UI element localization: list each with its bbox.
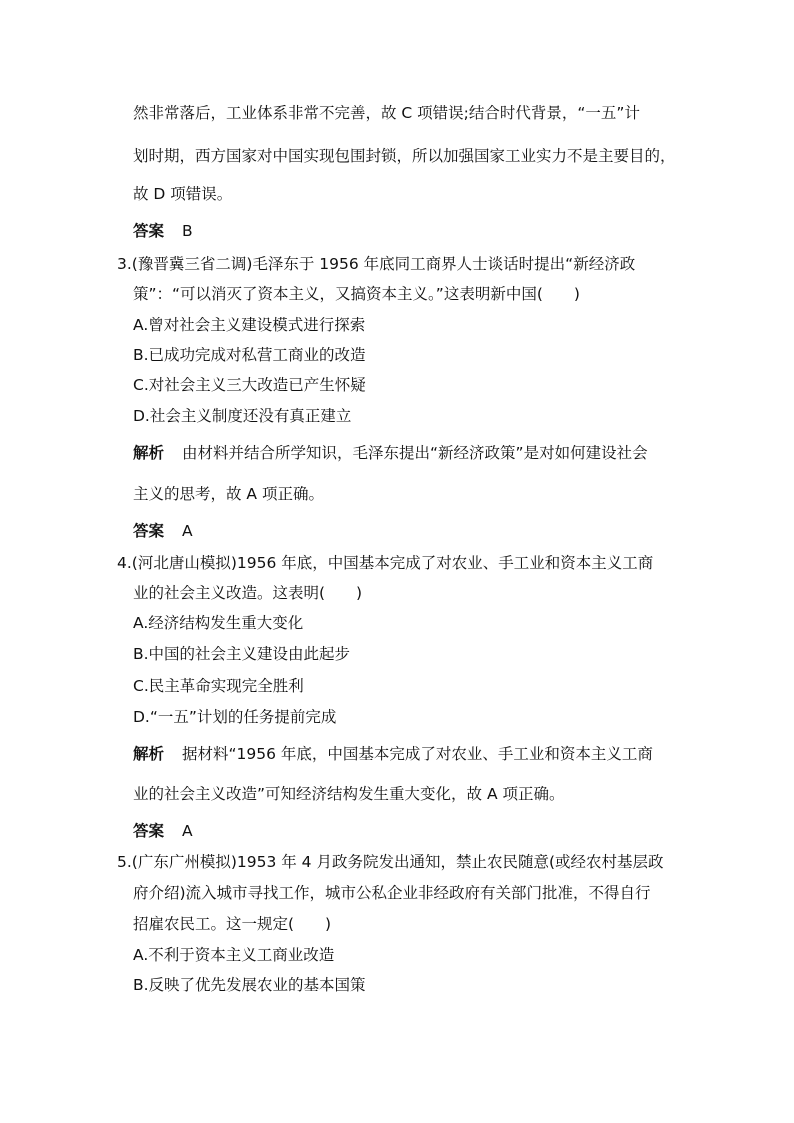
option-d: D.社会主义制度还没有真正建立 xyxy=(133,407,352,425)
option-b: B.中国的社会主义建设由此起步 xyxy=(133,645,351,663)
analysis-line xyxy=(133,443,648,463)
analysis-line: 业的社会主义改造”可知经济结构发生重大变化，故 A 项正确。 xyxy=(133,785,565,803)
option-b: B.反映了优先发展农业的基本国策 xyxy=(133,976,366,994)
analysis-line: 划时期，西方国家对中国实现包围封锁，所以加强国家工业实力不是主要目的， xyxy=(133,147,676,165)
option-a: A.曾对社会主义建设模式进行探索 xyxy=(133,316,366,334)
question-stem: 业的社会主义改造。这表明( ) xyxy=(133,584,363,602)
analysis-label: 解析 xyxy=(133,745,165,763)
option-c: C.民主革命实现完全胜利 xyxy=(133,677,304,695)
question-stem: 府介绍)流入城市寻找工作，城市公私企业非经政府有关部门批准，不得自行 xyxy=(133,884,651,902)
question-stem: 5.(广东广州模拟)1953 年 4 月政务院发出通知，禁止农民随意(或经农村基层政 xyxy=(117,853,664,871)
option-a: A.经济结构发生重大变化 xyxy=(133,614,304,632)
analysis-line: 然非常落后，工业体系非常不完善，故 C 项错误;结合时代背景，“一五”计 xyxy=(133,104,640,122)
analysis-text: 据材料“1956 年底，中国基本完成了对农业、手工业和资本主义工商 xyxy=(182,745,653,763)
answer-line xyxy=(133,521,193,541)
question-stem: 3.(豫晋冀三省二调)毛泽东于 1956 年底同工商界人士谈话时提出“新经济政 xyxy=(117,255,636,273)
answer-label: 答案 xyxy=(133,222,165,240)
answer-line xyxy=(133,221,193,241)
question-stem: 招雇农民工。这一规定( ) xyxy=(133,915,332,933)
analysis-line: 主义的思考，故 A 项正确。 xyxy=(133,485,324,503)
analysis-line: 故 D 项错误。 xyxy=(133,185,233,203)
analysis-line xyxy=(133,744,653,764)
option-c: C.对社会主义三大改造已产生怀疑 xyxy=(133,376,366,394)
analysis-label: 解析 xyxy=(133,444,165,462)
answer-value: A xyxy=(182,522,193,540)
question-stem: 4.(河北唐山模拟)1956 年底，中国基本完成了对农业、手工业和资本主义工商 xyxy=(117,554,654,572)
analysis-text: 由材料并结合所学知识，毛泽东提出“新经济政策”是对如何建设社会 xyxy=(182,444,648,462)
answer-value: A xyxy=(182,822,193,840)
question-stem: 策”：“可以消灭了资本主义，又搞资本主义。”这表明新中国( ) xyxy=(133,285,580,303)
option-a: A.不利于资本主义工商业改造 xyxy=(133,946,335,964)
answer-label: 答案 xyxy=(133,822,165,840)
answer-label: 答案 xyxy=(133,522,165,540)
answer-line xyxy=(133,821,193,841)
option-b: B.已成功完成对私营工商业的改造 xyxy=(133,346,366,364)
option-d: D.“一五”计划的任务提前完成 xyxy=(133,708,337,726)
answer-value: B xyxy=(182,222,193,240)
